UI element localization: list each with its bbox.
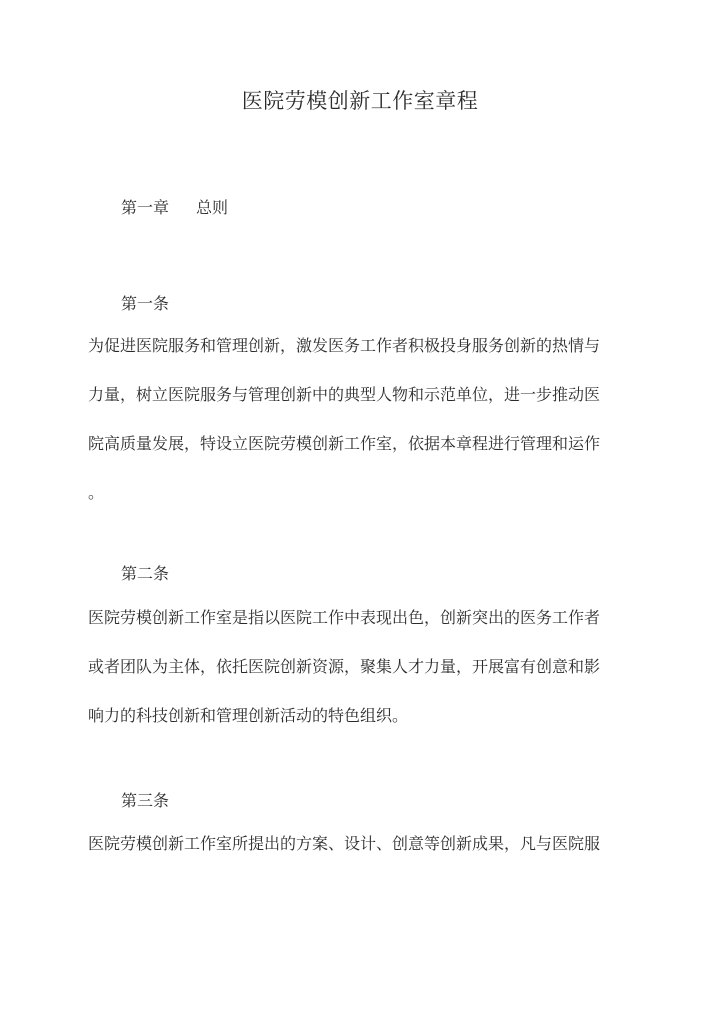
article-3-heading: 第三条 bbox=[121, 791, 170, 810]
article-1-line-1: 为促进医院服务和管理创新，激发医务工作者积极投身服务创新的热情与 bbox=[88, 336, 601, 355]
article-3-body bbox=[88, 832, 643, 856]
article-1-body bbox=[88, 334, 643, 530]
chapter-name: 总则 bbox=[196, 198, 229, 217]
article-1-heading: 第一条 bbox=[121, 294, 170, 313]
document-title: 医院劳模创新工作室章程 bbox=[241, 89, 479, 113]
article-2-body bbox=[88, 606, 643, 753]
article-2-heading: 第二条 bbox=[121, 564, 170, 583]
article-3-line-1: 医院劳模创新工作室所提出的方案、设计、创意等创新成果，凡与医院服 bbox=[88, 834, 601, 853]
article-2-line-3: 响力的科技创新和管理创新活动的特色组织。 bbox=[88, 706, 409, 725]
article-2-line-1: 医院劳模创新工作室是指以医院工作中表现出色，创新突出的医务工作者 bbox=[88, 608, 601, 627]
article-2-line-2: 或者团队为主体，依托医院创新资源，聚集人才力量，开展富有创意和影 bbox=[88, 657, 601, 676]
article-1-line-4: 。 bbox=[88, 483, 105, 502]
chapter-heading bbox=[121, 196, 228, 220]
chapter-number: 第一章 bbox=[121, 198, 170, 217]
article-1-line-3: 院高质量发展，特设立医院劳模创新工作室，依据本章程进行管理和运作 bbox=[88, 434, 601, 453]
article-1-line-2: 力量，树立医院服务与管理创新中的典型人物和示范单位，进一步推动医 bbox=[88, 385, 601, 404]
